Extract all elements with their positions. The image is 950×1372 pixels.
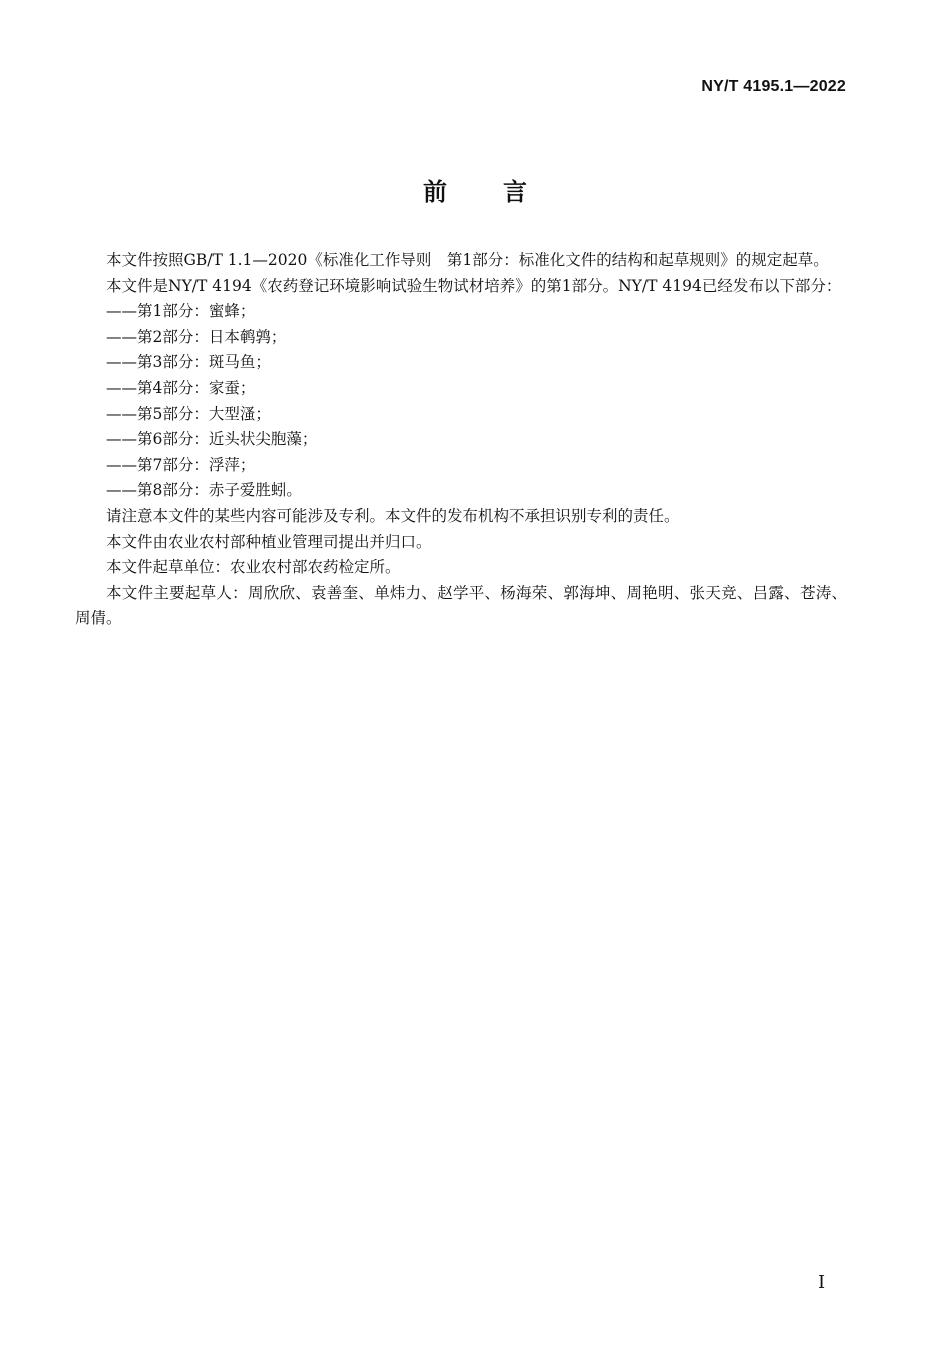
standard-code: NY/T 4195.1—2022: [701, 78, 846, 95]
paragraph-patent-notice: 请注意本文件的某些内容可能涉及专利。本文件的发布机构不承担识别专利的责任。: [106, 506, 680, 525]
paragraph-series-intro: 本文件是NY/T 4194《农药登记环境影响试验生物试材培养》的第1部分。NY/T 4194已经发布以下部分：: [106, 276, 842, 295]
list-item: ——第6部分：近头状尖胞藻；: [106, 430, 318, 449]
paragraph-drafters: 本文件主要起草人：周欣欣、袁善奎、单炜力、赵学平、杨海荣、郭海坤、周艳明、张天竞、吕露、苍涛、周倩。: [75, 583, 847, 628]
list-item: ——第1部分：蜜蜂；: [106, 302, 256, 321]
list-item: ——第8部分：赤子爱胜蚓。: [106, 481, 302, 500]
list-item: ——第3部分：斑马鱼；: [106, 353, 271, 372]
parts-list: [75, 299, 847, 504]
page-number: I: [818, 1272, 826, 1293]
title-char-2: 言: [503, 178, 527, 206]
list-item: ——第2部分：日本鹌鹑；: [106, 327, 287, 346]
page-title: [0, 172, 950, 207]
list-item: ——第7部分：浮萍；: [106, 455, 256, 474]
foreword-body: [75, 248, 847, 632]
paragraph-proposer: 本文件由农业农村部种植业管理司提出并归口。: [106, 532, 432, 551]
list-item: ——第5部分：大型溞；: [106, 404, 271, 423]
title-char-1: 前: [423, 178, 447, 206]
paragraph-drafting-rules: 本文件按照GB/T 1.1—2020《标准化工作导则 第1部分：标准化文件的结构和起草规则》的规定起草。: [106, 251, 829, 269]
paragraph-drafting-unit: 本文件起草单位：农业农村部农药检定所。: [106, 558, 401, 577]
list-item: ——第4部分：家蚕；: [106, 378, 256, 397]
